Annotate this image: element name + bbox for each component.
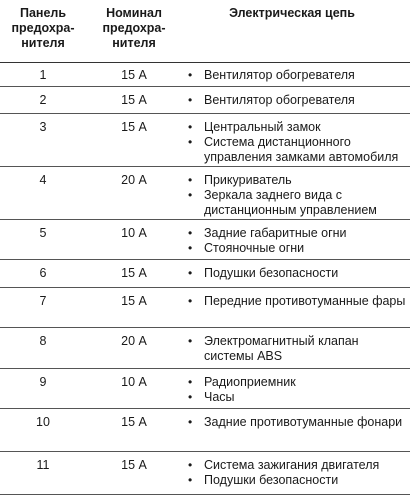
fuse-rating: 15 А bbox=[121, 266, 147, 280]
bullet-icon: • bbox=[188, 415, 193, 429]
bullet-icon: • bbox=[188, 120, 193, 134]
circuit-item bbox=[186, 294, 408, 309]
circuit-item bbox=[186, 135, 408, 165]
fuse-panel-number: 2 bbox=[39, 93, 47, 107]
table-row bbox=[0, 288, 410, 328]
circuit-list bbox=[186, 173, 408, 218]
circuit-item bbox=[186, 226, 408, 241]
fuse-rating: 20 А bbox=[121, 334, 147, 348]
circuit-item bbox=[186, 120, 408, 135]
fuse-panel-number: 7 bbox=[39, 294, 47, 308]
header-circuit-label: Электрическая цепь bbox=[229, 6, 355, 20]
fuse-panel-number: 3 bbox=[39, 120, 47, 134]
circuit-list bbox=[186, 68, 408, 83]
circuit-item bbox=[186, 173, 408, 188]
circuit-text: Прикуриватель bbox=[204, 173, 292, 187]
circuit-list bbox=[186, 458, 408, 488]
table-row bbox=[0, 452, 410, 495]
circuit-item bbox=[186, 266, 408, 281]
circuit-list bbox=[186, 415, 408, 430]
header-rating bbox=[88, 6, 180, 51]
table-header bbox=[0, 0, 410, 63]
bullet-icon: • bbox=[188, 226, 193, 240]
circuit-item bbox=[186, 188, 408, 218]
fuse-rating: 15 А bbox=[121, 120, 147, 134]
fuse-rating: 15 А bbox=[121, 415, 147, 429]
circuit-list bbox=[186, 375, 408, 405]
fuse-panel-number: 6 bbox=[39, 266, 47, 280]
circuit-text: Передние противотуманные фары bbox=[204, 294, 406, 308]
circuit-item bbox=[186, 93, 408, 108]
circuit-text: Задние габаритные огни bbox=[204, 226, 347, 240]
table-row bbox=[0, 220, 410, 260]
bullet-icon: • bbox=[188, 473, 193, 487]
bullet-icon: • bbox=[188, 135, 193, 149]
bullet-icon: • bbox=[188, 93, 193, 107]
fuse-rating: 10 А bbox=[121, 226, 147, 240]
circuit-text: Часы bbox=[204, 390, 235, 404]
fuse-panel-number: 1 bbox=[39, 68, 47, 82]
circuit-item bbox=[186, 458, 408, 473]
table-row bbox=[0, 409, 410, 452]
bullet-icon: • bbox=[188, 173, 193, 187]
table-row bbox=[0, 167, 410, 220]
circuit-text: Вентилятор обогревателя bbox=[204, 93, 355, 107]
fuse-rating: 15 А bbox=[121, 294, 147, 308]
table-row bbox=[0, 260, 410, 288]
circuit-item bbox=[186, 334, 408, 364]
circuit-list bbox=[186, 294, 408, 309]
bullet-icon: • bbox=[188, 375, 193, 389]
header-rating-label: Номинал предохра-нителя bbox=[102, 6, 166, 50]
circuit-item bbox=[186, 415, 408, 430]
table-row bbox=[0, 87, 410, 114]
circuit-list bbox=[186, 120, 408, 165]
table-row bbox=[0, 328, 410, 369]
bullet-icon: • bbox=[188, 294, 193, 308]
fuse-rating: 10 А bbox=[121, 375, 147, 389]
circuit-item bbox=[186, 473, 408, 488]
circuit-text: Система зажигания двигателя bbox=[204, 458, 380, 472]
circuit-item bbox=[186, 68, 408, 83]
header-panel bbox=[4, 6, 82, 51]
bullet-icon: • bbox=[188, 458, 193, 472]
bullet-icon: • bbox=[188, 390, 193, 404]
table-body bbox=[0, 62, 410, 495]
circuit-text: Центральный замок bbox=[204, 120, 321, 134]
circuit-item bbox=[186, 241, 408, 256]
header-panel-label: Панель предохра-нителя bbox=[11, 6, 75, 50]
circuit-item bbox=[186, 390, 408, 405]
circuit-text: Задние противотуманные фонари bbox=[204, 415, 403, 429]
table-row bbox=[0, 114, 410, 167]
circuit-text: Подушки безопасности bbox=[204, 266, 339, 280]
circuit-text: Вентилятор обогревателя bbox=[204, 68, 355, 82]
circuit-list bbox=[186, 93, 408, 108]
bullet-icon: • bbox=[188, 241, 193, 255]
circuit-text: Зеркала заднего вида с дистанционным управлением bbox=[204, 188, 377, 217]
fuse-panel-number: 4 bbox=[39, 173, 47, 187]
bullet-icon: • bbox=[188, 68, 193, 82]
fuse-rating: 20 А bbox=[121, 173, 147, 187]
bullet-icon: • bbox=[188, 334, 193, 348]
bullet-icon: • bbox=[188, 266, 193, 280]
fuse-rating: 15 А bbox=[121, 93, 147, 107]
fuse-panel-number: 9 bbox=[39, 375, 47, 389]
circuit-list bbox=[186, 266, 408, 281]
table-row bbox=[0, 369, 410, 409]
circuit-list bbox=[186, 334, 408, 364]
fuse-panel-number: 10 bbox=[36, 415, 50, 429]
circuit-text: Система дистанционного управления замками автомобиля bbox=[204, 135, 399, 164]
bullet-icon: • bbox=[188, 188, 193, 202]
header-circuit bbox=[192, 6, 392, 21]
fuse-panel-number: 8 bbox=[39, 334, 47, 348]
circuit-text: Электромагнитный клапан системы ABS bbox=[204, 334, 359, 363]
fuse-rating: 15 А bbox=[121, 458, 147, 472]
circuit-item bbox=[186, 375, 408, 390]
circuit-text: Радиоприемник bbox=[204, 375, 296, 389]
fuse-panel-number: 11 bbox=[36, 458, 50, 472]
table-row bbox=[0, 62, 410, 87]
fuse-rating: 15 А bbox=[121, 68, 147, 82]
circuit-list bbox=[186, 226, 408, 256]
fuse-panel-number: 5 bbox=[39, 226, 47, 240]
circuit-text: Подушки безопасности bbox=[204, 473, 339, 487]
circuit-text: Стояночные огни bbox=[204, 241, 305, 255]
